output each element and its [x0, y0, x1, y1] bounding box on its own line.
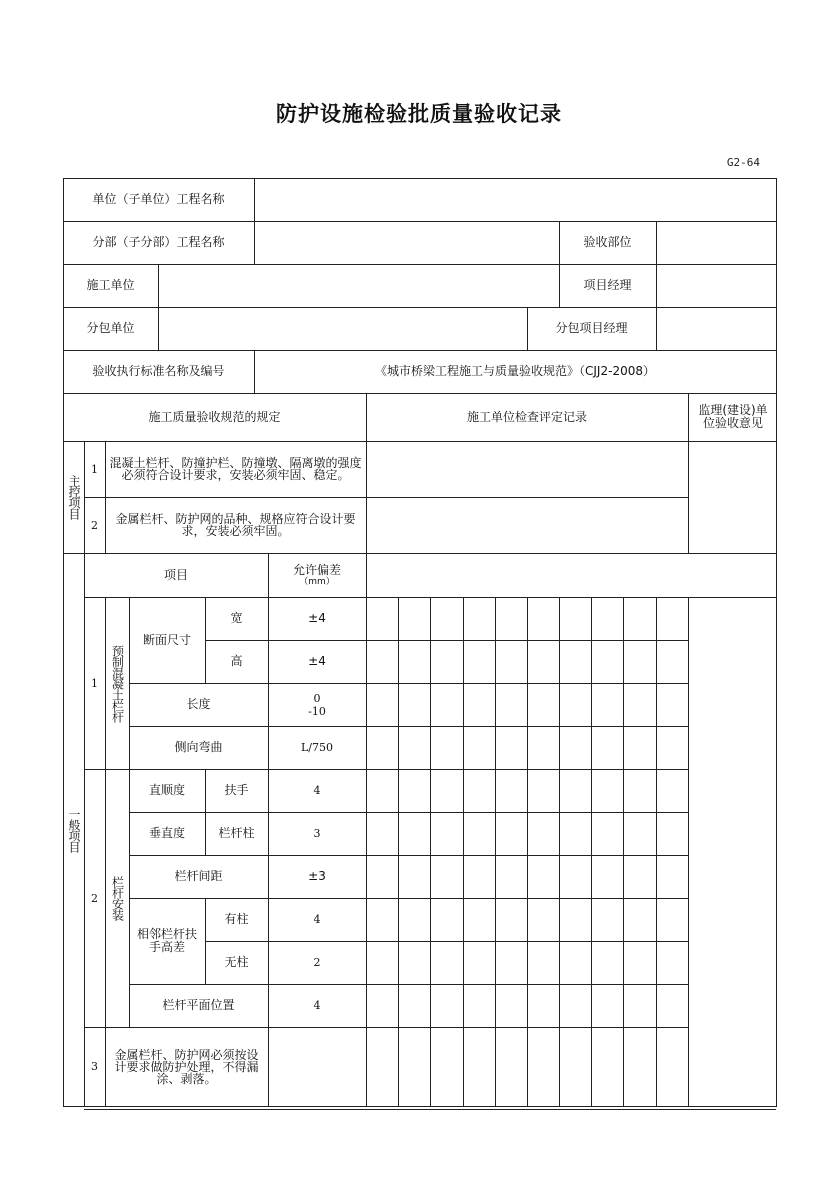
general-item-1-number: 1 — [91, 676, 98, 690]
col-line — [366, 553, 367, 1106]
record-column-header: 施工单位检查评定记录 — [466, 409, 587, 424]
general-item-3-number: 3 — [91, 1060, 98, 1073]
unit-project-field[interactable] — [254, 178, 776, 221]
length-tolerance-upper: 0 — [313, 691, 321, 705]
without-post-label: 无柱 — [224, 955, 249, 969]
project-manager-field[interactable] — [656, 264, 776, 307]
unit-project-label: 单位（子单位）工程名称 — [92, 192, 225, 206]
general-item-2-category: 栏杆安装 — [110, 876, 125, 920]
general-item-3-text: 金属栏杆、防护网必须按设计要求做防护处理，不得漏涂、剥落。 — [114, 1047, 259, 1086]
handrail-label: 扶手 — [224, 783, 249, 797]
general-supervision-opinion[interactable] — [688, 597, 776, 1106]
main-item-1-record[interactable] — [366, 441, 688, 497]
lateral-bend-tolerance: L/750 — [300, 741, 333, 754]
general-group-label: 一般项目 — [67, 807, 81, 852]
lateral-bend-label: 侧向弯曲 — [174, 740, 223, 754]
acceptance-part-label: 验收部位 — [583, 235, 632, 249]
general-item-1-category: 预制混凝土栏杆 — [110, 644, 125, 722]
grid-col-line — [527, 597, 528, 1106]
sub-project-manager-label: 分包项目经理 — [555, 321, 628, 335]
main-item-2-text: 金属栏杆、防护网的品种、规格应符合设计要求，安装必须牢固。 — [115, 512, 356, 538]
table-border-right — [776, 178, 777, 1106]
with-post-label: 有柱 — [224, 912, 249, 926]
main-item-1-number: 1 — [91, 462, 98, 476]
grid-col-line — [430, 597, 431, 1106]
construction-unit-field[interactable] — [158, 264, 559, 307]
verticality-tolerance: 3 — [313, 827, 321, 840]
plane-position-tolerance: 4 — [313, 999, 321, 1012]
width-tolerance: ±4 — [308, 611, 326, 625]
height-label: 高 — [230, 654, 243, 668]
spacing-label: 栏杆间距 — [174, 869, 223, 883]
project-manager-label: 项目经理 — [583, 278, 632, 292]
plane-position-label: 栏杆平面位置 — [162, 998, 235, 1012]
width-label: 宽 — [230, 611, 243, 625]
sub-project-manager-field[interactable] — [656, 307, 776, 350]
footer-rule — [84, 1109, 776, 1110]
standard-label: 验收执行标准名称及编号 — [92, 364, 225, 378]
form-code: G2-64 — [726, 156, 760, 169]
division-project-label: 分部（子分部）工程名称 — [92, 235, 225, 249]
grid-col-line — [559, 597, 560, 1106]
grid-col-line — [398, 597, 399, 1106]
grid-col-line — [656, 597, 657, 1106]
general-item-2-number: 2 — [91, 891, 98, 905]
length-tolerance — [268, 683, 366, 726]
post-label: 栏杆柱 — [218, 826, 255, 840]
document-title: 防护设施检验批质量验收记录 — [276, 102, 562, 126]
length-tolerance-lower: -10 — [308, 704, 326, 718]
standard-value: 《城市桥梁工程施工与质量验收规范》（CJJ2-2008） — [375, 364, 655, 378]
main-control-group-label: 主控项目 — [67, 475, 81, 519]
supervision-column-header: 监理(建设)单位验收意见 — [698, 403, 768, 430]
grid-col-line — [591, 597, 592, 1106]
straightness-tolerance: 4 — [313, 784, 321, 797]
acceptance-part-field[interactable] — [656, 221, 776, 264]
main-supervision-opinion[interactable] — [688, 441, 776, 553]
grid-col-line — [495, 597, 496, 1106]
grid-col-line — [623, 597, 624, 1106]
main-item-2-record[interactable] — [366, 497, 688, 553]
main-item-1-text: 混凝土栏杆、防撞护栏、防撞墩、隔离墩的强度必须符合设计要求，安装必须牢固、稳定。 — [109, 456, 362, 482]
tolerance-header — [268, 553, 366, 597]
subcontractor-label: 分包单位 — [86, 321, 135, 335]
grid-col-line — [463, 597, 464, 1106]
construction-unit-label: 施工单位 — [86, 278, 135, 292]
table-border-bottom — [63, 1106, 777, 1107]
spec-column-header: 施工质量验收规范的规定 — [148, 409, 281, 424]
with-post-tolerance: 4 — [313, 913, 321, 926]
subcontractor-field[interactable] — [158, 307, 527, 350]
division-project-field[interactable] — [254, 221, 559, 264]
straightness-label: 直顺度 — [148, 783, 185, 797]
height-tolerance: ±4 — [308, 654, 326, 668]
spacing-tolerance: ±3 — [308, 869, 326, 883]
section-size-label: 断面尺寸 — [142, 632, 191, 647]
length-label: 长度 — [186, 697, 211, 711]
general-item-header: 项目 — [163, 567, 188, 582]
main-item-2-number: 2 — [91, 518, 98, 532]
verticality-label: 垂直度 — [148, 826, 185, 840]
tolerance-header-label: 允许偏差 — [292, 562, 341, 577]
height-diff-label: 相邻栏杆扶手高差 — [136, 927, 197, 954]
tolerance-header-unit: （mm） — [299, 576, 335, 587]
without-post-tolerance: 2 — [313, 956, 321, 969]
